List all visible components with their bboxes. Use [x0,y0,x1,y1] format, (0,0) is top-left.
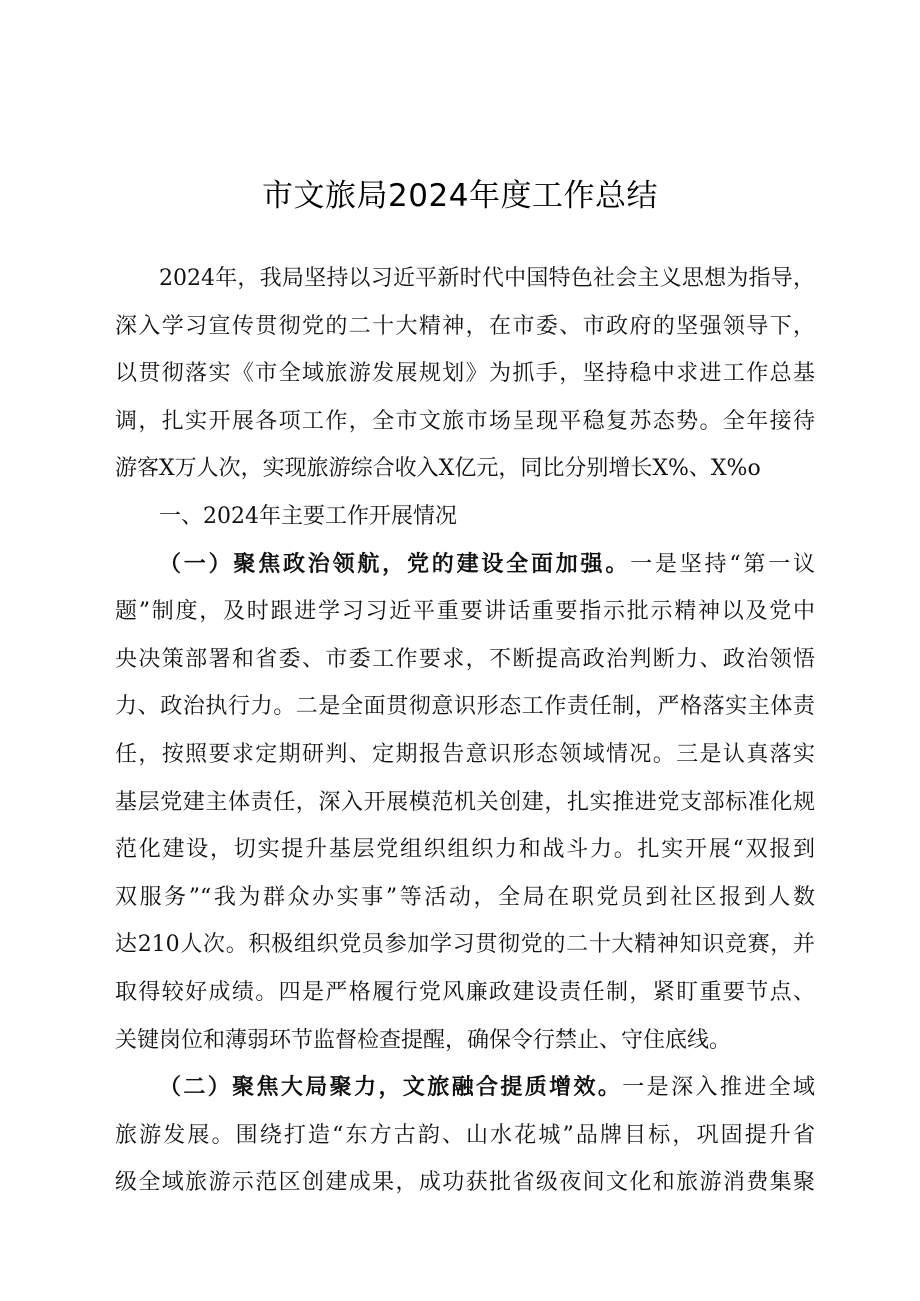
paragraph-line: 力、政治执行力。二是全面贯彻意识形态工作责任制，严格落实主体责 [115,694,815,720]
part2-first-line-text: 一是深入推进全域 [622,1075,815,1101]
section-heading: 一、2024年主要工作开展情况 [159,503,457,529]
paragraph-line: 关键岗位和薄弱环节监督检查提醒，确保令行禁止、守住底线。 [115,1027,732,1053]
document-body [115,255,815,1207]
paragraph-line: 题”制度，及时跟进学习习近平重要讲话重要指示批示精神以及党中 [115,599,815,625]
paragraph-line: 双服务”“我为群众办实事”等活动，全局在职党员到社区报到人数 [115,884,815,910]
part1-first-line-text: 一是坚持“第一议 [630,551,815,577]
paragraph-line: 级全域旅游示范区创建成果，成功获批省级夜间文化和旅游消费集聚 [115,1170,815,1196]
intro-line: 深入学习宣传贯彻党的二十大精神，在市委、市政府的坚强领导下， [115,313,815,339]
intro-line: 游客X万人次，实现旅游综合收入X亿元，同比分别增长X%、X%o [115,456,761,482]
intro-line: 以贯彻落实《市全域旅游发展规划》为抓手，坚持稳中求进工作总基 [115,361,815,387]
document-title: 市文旅局2024年度工作总结 [262,178,658,214]
paragraph-line: 旅游发展。围绕打造“东方古韵、山水花城”品牌目标，巩固提升省 [115,1122,815,1148]
part2-first-line [115,1064,815,1112]
paragraph-line: 任，按照要求定期研判、定期报告意识形态领域情况。三是认真落实 [115,741,815,767]
paragraph-line: 基层党建主体责任，深入开展模范机关创建，扎实推进党支部标准化规 [115,789,815,815]
paragraph-line: 范化建设，切实提升基层党组织组织力和战斗力。扎实开展“双报到 [115,837,815,863]
part1-heading: （一）聚焦政治领航，党的建设全面加强。 [159,550,631,577]
part2-heading: （二）聚焦大局聚力，文旅融合提质增效。 [159,1074,623,1101]
part1-first-line [115,541,815,589]
intro-line: 调，扎实开展各项工作，全市文旅市场呈现平稳复苏态势。全年接待 [115,408,815,434]
paragraph-line: 取得较好成绩。四是严格履行党风廉政建设责任制，紧盯重要节点、 [115,979,815,1005]
paragraph-line: 央决策部署和省委、市委工作要求，不断提高政治判断力、政治领悟 [115,646,815,672]
intro-line: 2024年，我局坚持以习近平新时代中国特色社会主义思想为指导， [159,266,815,291]
paragraph-line: 达210人次。积极组织党员参加学习贯彻党的二十大精神知识竞赛，并 [115,932,815,958]
